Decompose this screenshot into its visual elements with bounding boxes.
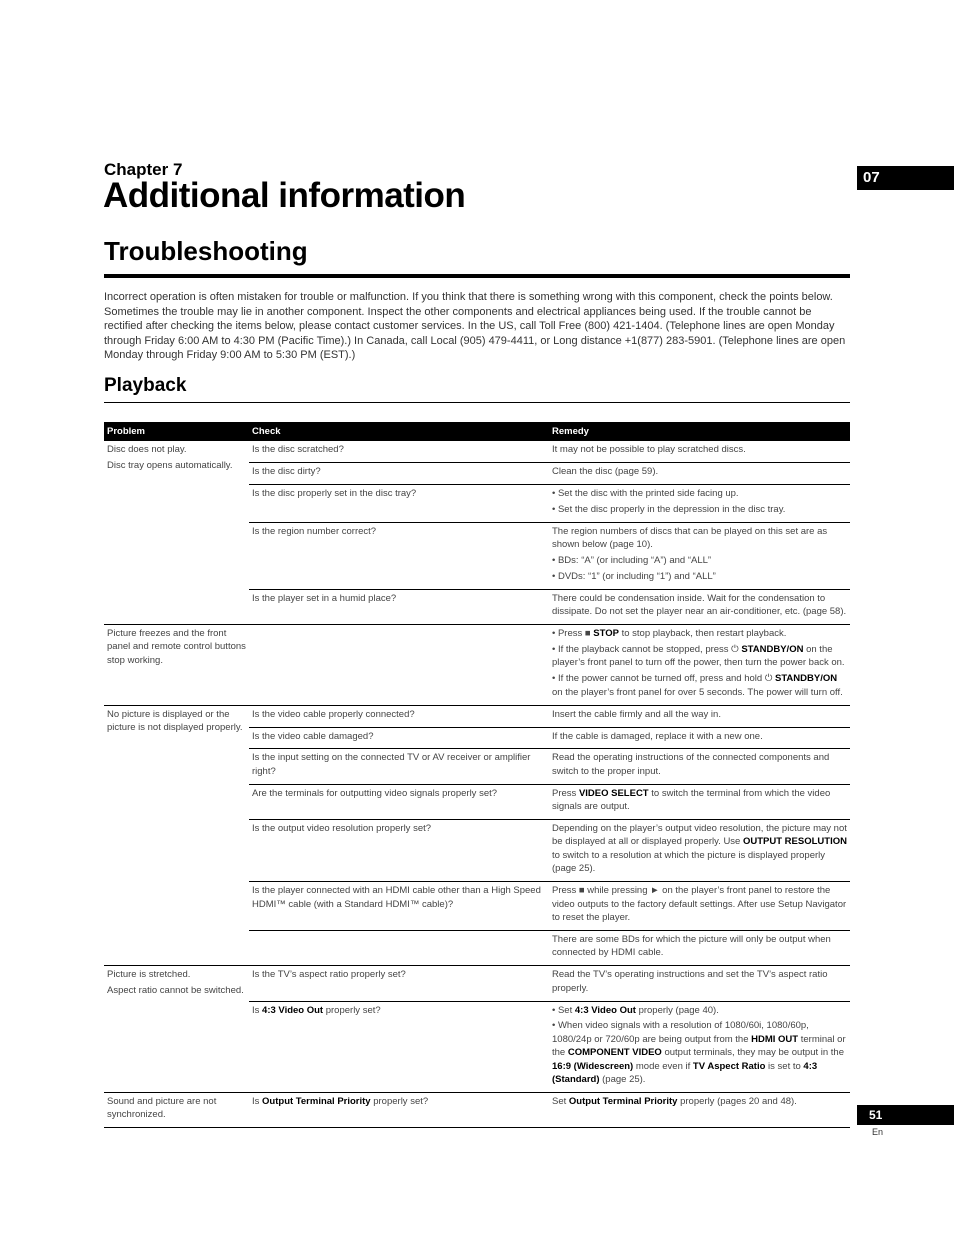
problem-text: No picture is displayed or the picture is not displayed properly.	[107, 708, 243, 733]
remedy-cell	[549, 966, 850, 1001]
problem-text: Picture is stretched.	[107, 969, 191, 981]
remedy-text: • Press ■ STOP to stop playback, then restart playback.	[552, 628, 787, 640]
check-cell: Is Output Terminal Priority properly set?	[249, 1092, 549, 1127]
remedy-cell	[549, 589, 850, 624]
language-code: En	[872, 1127, 884, 1137]
remedy-text: Press ■ while pressing ► on the player’s front panel to restore the video outputs to the factory default settings. After use Setup Navigator to reset the player.	[552, 885, 847, 923]
header-check: Check	[249, 422, 549, 441]
check-cell: Is 4:3 Video Out properly set?	[249, 1001, 549, 1092]
table-row	[104, 966, 850, 1001]
remedy-text: • Set 4:3 Video Out properly (page 40).	[552, 1004, 719, 1016]
remedy-cell	[549, 727, 850, 749]
remedy-text: • If the playback cannot be stopped, press ⏻ STANDBY/ON on the player’s front panel to turn off the power, then turn the power back on.	[552, 643, 845, 669]
page-number: 51	[857, 1105, 954, 1125]
remedy-cell	[549, 749, 850, 784]
remedy-cell	[549, 484, 850, 522]
remedy-cell	[549, 705, 850, 727]
check-cell: Is the TV’s aspect ratio properly set?	[249, 966, 549, 1001]
remedy-text: There are some BDs for which the picture will only be output when connected by HDMI cable.	[552, 933, 831, 959]
subsection-rule	[104, 402, 850, 403]
troubleshooting-table	[104, 422, 850, 1128]
check-cell: Is the disc dirty?	[249, 462, 549, 484]
remedy-cell	[549, 820, 850, 882]
problem-cell	[104, 966, 249, 1093]
remedy-text: Clean the disc (page 59).	[552, 465, 659, 477]
problem-text: Disc tray opens automatically.	[107, 459, 233, 471]
check-cell: Is the disc properly set in the disc tray?	[249, 484, 549, 522]
remedy-cell	[549, 522, 850, 589]
remedy-cell	[549, 882, 850, 931]
check-cell: Is the video cable damaged?	[249, 727, 549, 749]
section-title: Troubleshooting	[104, 236, 308, 266]
chapter-title: Additional information	[103, 176, 466, 215]
problem-cell	[104, 705, 249, 966]
check-cell: Are the terminals for outputting video signals properly set?	[249, 784, 549, 819]
check-cell	[249, 625, 549, 706]
table-body	[104, 441, 850, 1128]
remedy-text: • If the power cannot be turned off, press and hold ⏻ STANDBY/ON on the player’s front panel for over 5 seconds. The power will turn off.	[552, 673, 843, 698]
chapter-tab: 07	[857, 166, 954, 190]
remedy-text: If the cable is damaged, replace it with a new one.	[552, 730, 763, 742]
check-cell: Is the output video resolution properly set?	[249, 820, 549, 882]
chapter-label: Chapter 7	[104, 160, 183, 179]
remedy-text: • DVDs: “1” (or including “1”) and “ALL”	[552, 570, 716, 582]
remedy-text: The region numbers of discs that can be played on this set are as shown below (page 10).	[552, 525, 828, 551]
remedy-text: Read the operating instructions of the connected components and switch to the proper input.	[552, 752, 830, 777]
remedy-text: Press VIDEO SELECT to switch the terminal from which the video signals are output.	[552, 787, 831, 813]
remedy-cell	[549, 1001, 850, 1092]
remedy-text: • Set the disc with the printed side facing up.	[552, 487, 739, 499]
remedy-text: • BDs: “A” (or including “A”) and “ALL”	[552, 554, 712, 566]
remedy-text: There could be condensation inside. Wait for the condensation to dissipate. Do not set the player near an air-conditioner, etc. (page 58).	[552, 592, 847, 618]
check-cell: Is the player connected with an HDMI cable other than a High Speed HDMI™ cable (with a Standard HDMI™ cable)?	[249, 882, 549, 931]
problem-cell	[104, 625, 249, 706]
remedy-text: Set Output Terminal Priority properly (pages 20 and 48).	[552, 1095, 797, 1107]
remedy-text: Depending on the player’s output video resolution, the picture may not be displayed at all or displayed properly. Use OUTPUT RESOLUTION to switch to a resolution at which the picture is displayed properly (page 25).	[552, 823, 847, 875]
remedy-text: It may not be possible to play scratched discs.	[552, 444, 746, 455]
remedy-cell	[549, 462, 850, 484]
remedy-cell	[549, 784, 850, 819]
check-cell: Is the disc scratched?	[249, 441, 549, 462]
check-cell	[249, 930, 549, 965]
problem-text: Disc does not play.	[107, 444, 187, 455]
remedy-text: • Set the disc properly in the depression in the disc tray.	[552, 503, 786, 515]
table-row	[104, 705, 850, 727]
header-remedy: Remedy	[549, 422, 850, 441]
remedy-text: • When video signals with a resolution of 1080/60i, 1080/60p, 1080/24p or 720/60p are being output from the HDMI OUT terminal or the COMPONENT VIDEO output terminals, they may be output in the 16:9 (Widescreen) mode even if TV Aspect Ratio is set to 4:3 (Standard) (page 25).	[552, 1020, 846, 1086]
remedy-cell	[549, 625, 850, 706]
table-row	[104, 441, 850, 462]
remedy-cell	[549, 930, 850, 965]
table-row	[104, 1092, 850, 1127]
problem-cell	[104, 441, 249, 625]
subsection-title: Playback	[104, 375, 187, 396]
section-rule	[104, 274, 850, 278]
check-cell: Is the input setting on the connected TV or AV receiver or amplifier right?	[249, 749, 549, 784]
table-header-row	[104, 422, 850, 441]
problem-cell	[104, 1092, 249, 1127]
problem-text: Picture freezes and the front panel and remote control buttons stop working.	[107, 628, 246, 666]
remedy-text: Read the TV’s operating instructions and set the TV’s aspect ratio properly.	[552, 969, 828, 994]
problem-text: Sound and picture are not synchronized.	[107, 1095, 217, 1121]
remedy-cell	[549, 1092, 850, 1127]
problem-text: Aspect ratio cannot be switched.	[107, 985, 244, 997]
check-cell: Is the region number correct?	[249, 522, 549, 589]
check-cell: Is the player set in a humid place?	[249, 589, 549, 624]
intro-paragraph: Incorrect operation is often mistaken for trouble or malfunction. If you think that there is something wrong with this component, check the points below. Sometimes the trouble may lie in another component. Inspect the other components and electrical appliances being used. If the trouble cannot be rectified after checking the items below, please contact customer services. In the US, call Toll Free (800) 421-1404. (Telephone lines are open Monday through Friday 6:00 AM to 4:30 PM (Pacific Time).) In Canada, call Local (905) 479-4411, or Long distance +1(877) 283-5901. (Telephone lines are open Monday through Friday 9:00 AM to 5:30 PM (EST).)	[104, 291, 846, 362]
remedy-cell	[549, 441, 850, 462]
header-problem: Problem	[104, 422, 249, 441]
table-row	[104, 625, 850, 706]
remedy-text: Insert the cable firmly and all the way in.	[552, 708, 721, 720]
check-cell: Is the video cable properly connected?	[249, 705, 549, 727]
